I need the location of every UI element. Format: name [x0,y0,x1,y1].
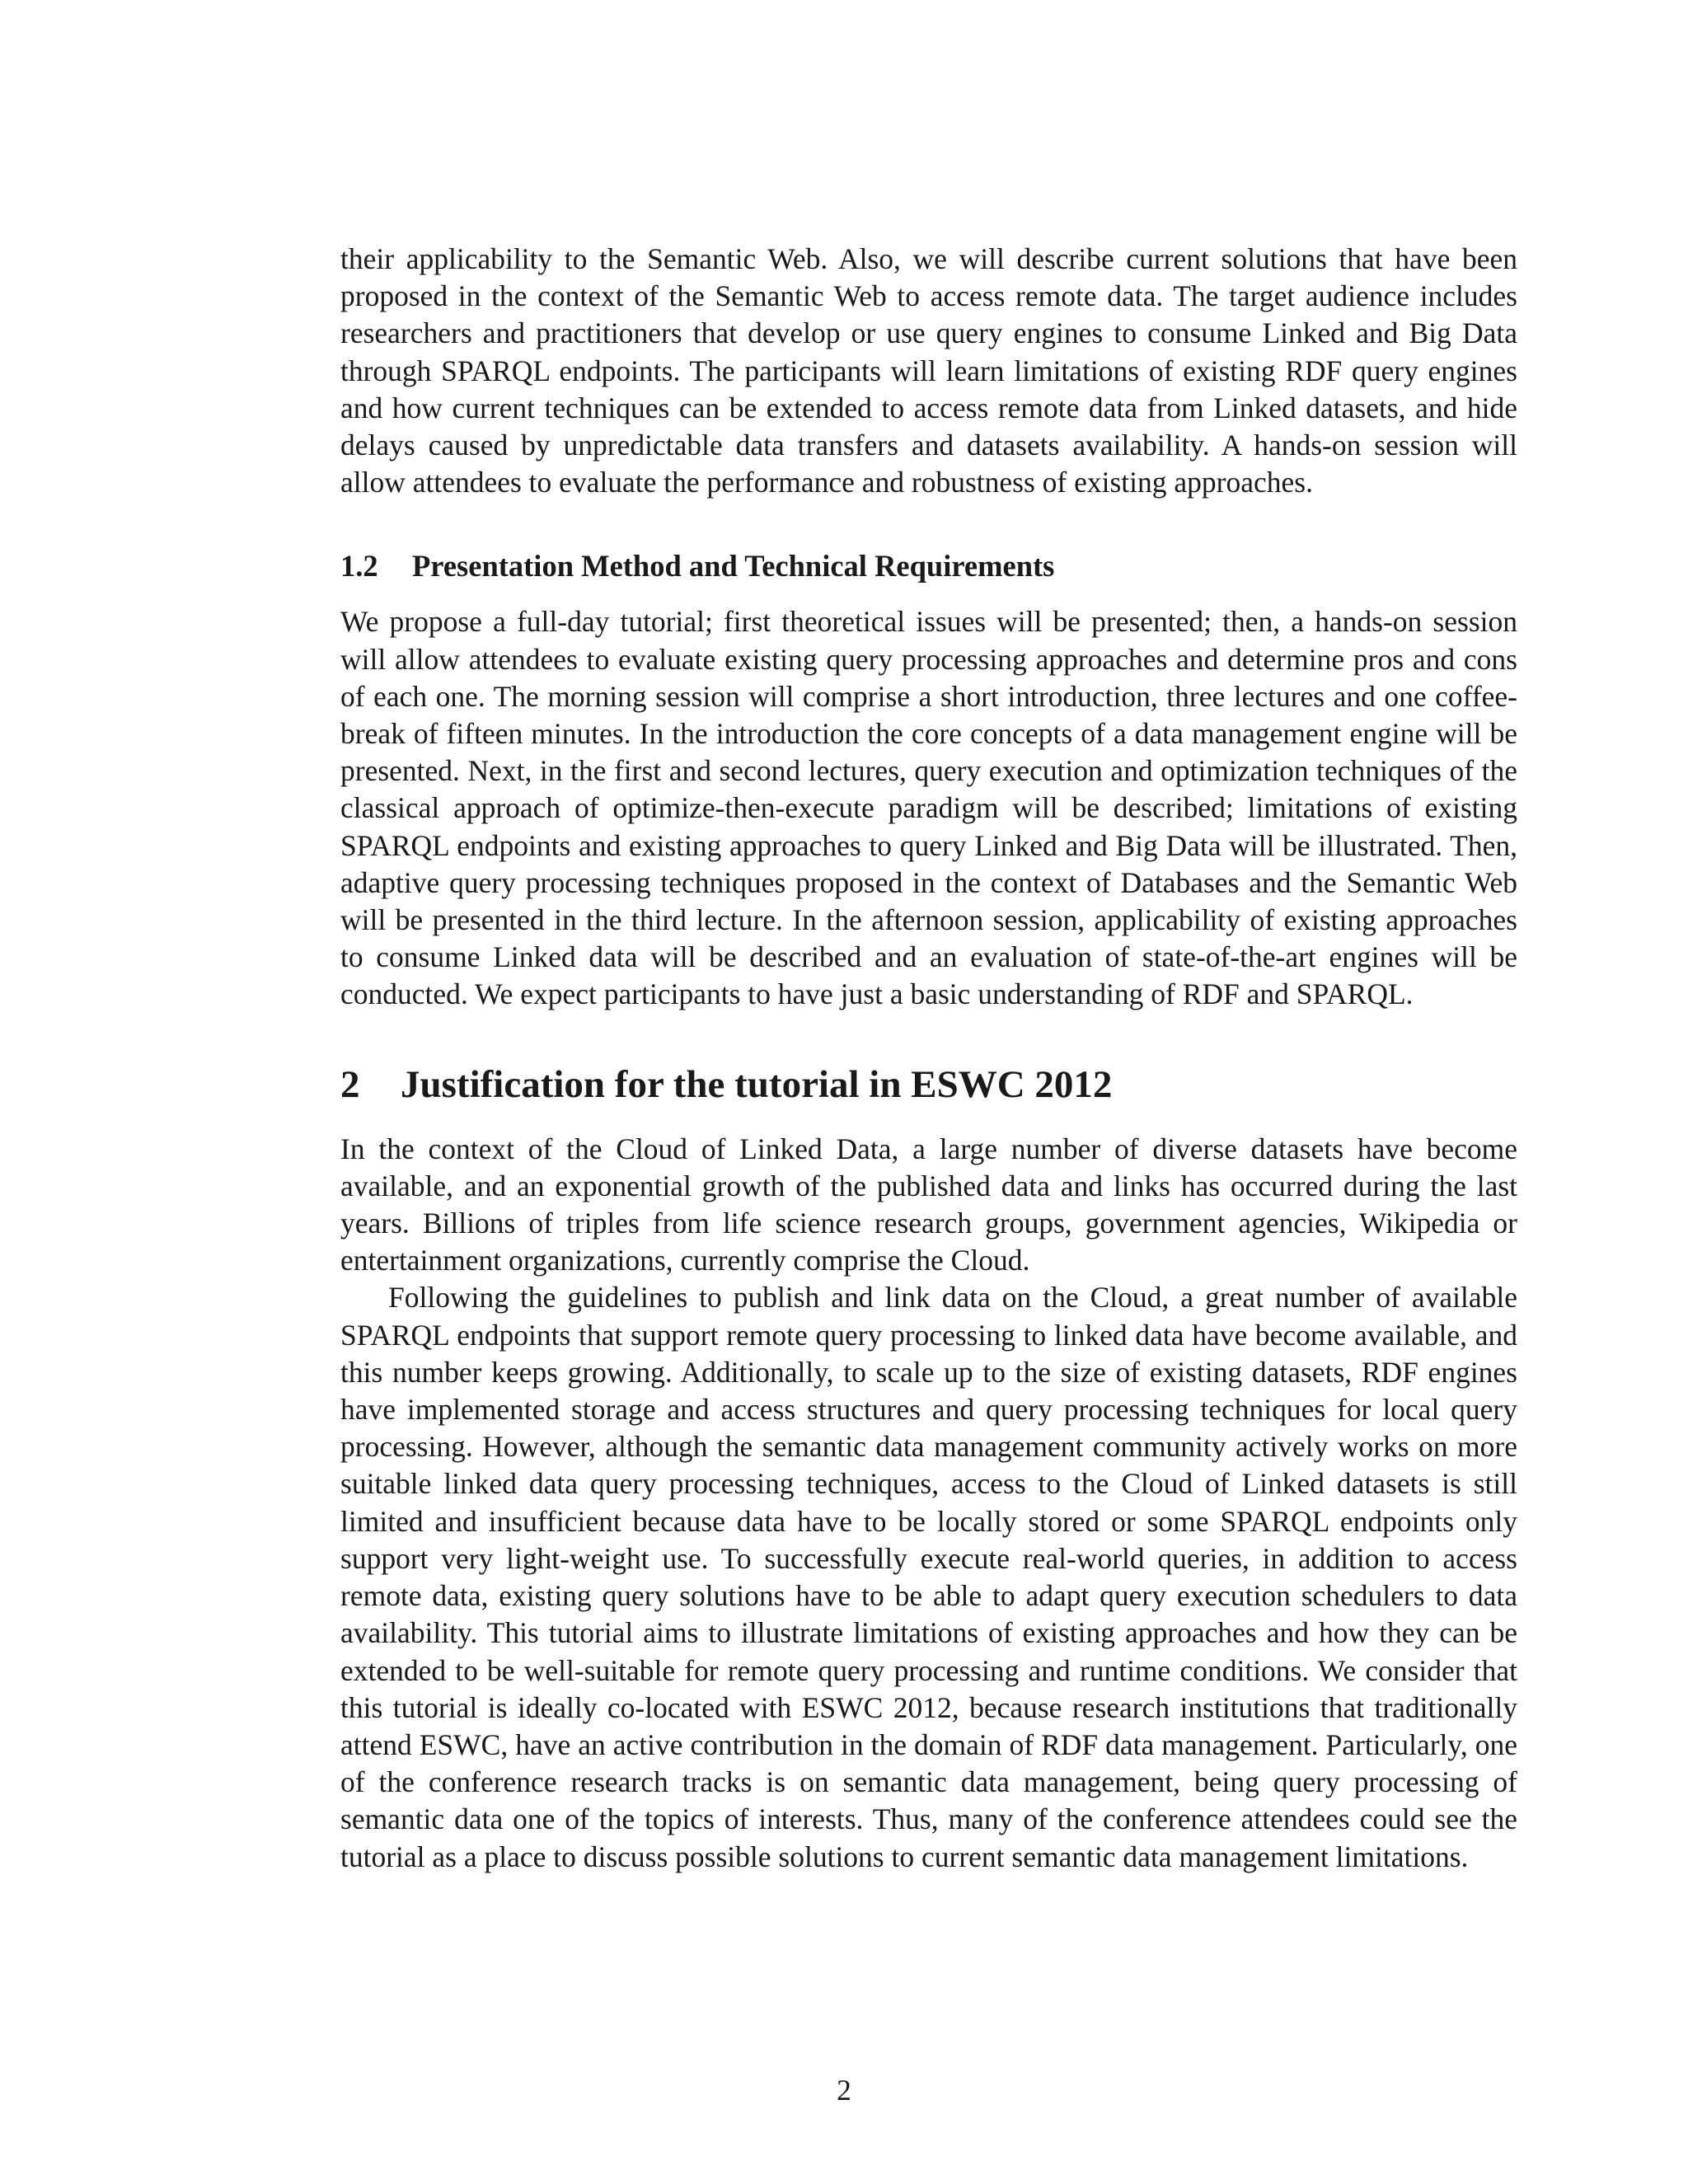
page-number: 2 [837,2074,851,2107]
subsection-number: 1.2 [340,549,378,583]
section-heading-2 [340,1062,1517,1108]
section-number: 2 [340,1062,360,1106]
subsection-heading-1-2 [340,547,1517,585]
subsection-title: Presentation Method and Technical Requirements [412,549,1055,583]
justification-paragraph-2: Following the guidelines to publish and link data on the Cloud, a great number of available SPARQL endpoints that support remote query processing to linked data have become available, and this number keeps growing. Additionally, to scale up to the size of existing datasets, RDF engines have implemented storage and access structures and query processing techniques for local query processing. However, although the semantic data management community actively works on more suitable linked data query processing techniques, access to the Cloud of Linked datasets is still limited and insufficient because data have to be locally stored or some SPARQL endpoints only support very light-weight use. To successfully execute real-world queries, in addition to access remote data, existing query solutions have to be able to adapt query execution schedulers to data availability. This tutorial aims to illustrate limitations of existing approaches and how they can be extended to be well-suitable for remote query processing and runtime conditions. We consider that this tutorial is ideally co-located with ESWC 2012, because research institutions that traditionally attend ESWC, have an active contribution in the domain of RDF data management. Particularly, one of the conference research tracks is on semantic data management, being query processing of semantic data one of the topics of interests. Thus, many of the conference attendees could see the tutorial as a place to discuss possible solutions to current semantic data management limitations. [340,1281,1517,1873]
section-title: Justification for the tutorial in ESWC 2012 [401,1062,1113,1106]
presentation-method-paragraph: We propose a full-day tutorial; first theoretical issues will be presented; then, a hands-on session will allow attendees to evaluate existing query processing approaches and determine pros and cons of each one. The morning session will comprise a short introduction, three lectures and one coffee-break of fifteen minutes. In the introduction the core concepts of a data management engine will be presented. Next, in the first and second lectures, query execution and optimization techniques of the classical approach of optimize-then-execute paradigm will be described; limitations of existing SPARQL endpoints and existing approaches to query Linked and Big Data will be illustrated. Then, adaptive query processing techniques proposed in the context of Databases and the Semantic Web will be presented in the third lecture. In the afternoon session, applicability of existing approaches to consume Linked data will be described and an evaluation of state-of-the-art engines will be conducted. We expect participants to have just a basic understanding of RDF and SPARQL. [340,605,1517,1011]
page-body [340,241,1517,1876]
intro-continuation-paragraph: their applicability to the Semantic Web. Also, we will describe current solutions that have been proposed in the context of the Semantic Web to access remote data. The target audience includes researchers and practitioners that develop or use query engines to consume Linked and Big Data through SPARQL endpoints. The participants will learn limitations of existing RDF query engines and how current techniques can be extended to access remote data from Linked datasets, and hide delays caused by unpredictable data transfers and datasets availability. A hands-on session will allow attendees to evaluate the performance and robustness of existing approaches. [340,242,1517,499]
justification-paragraph-1: In the context of the Cloud of Linked Data, a large number of diverse datasets have become available, and an exponential growth of the published data and links has occurred during the last years. Billions of triples from life science research groups, government agencies, Wikipedia or entertainment organizations, currently comprise the Cloud. [340,1132,1517,1277]
